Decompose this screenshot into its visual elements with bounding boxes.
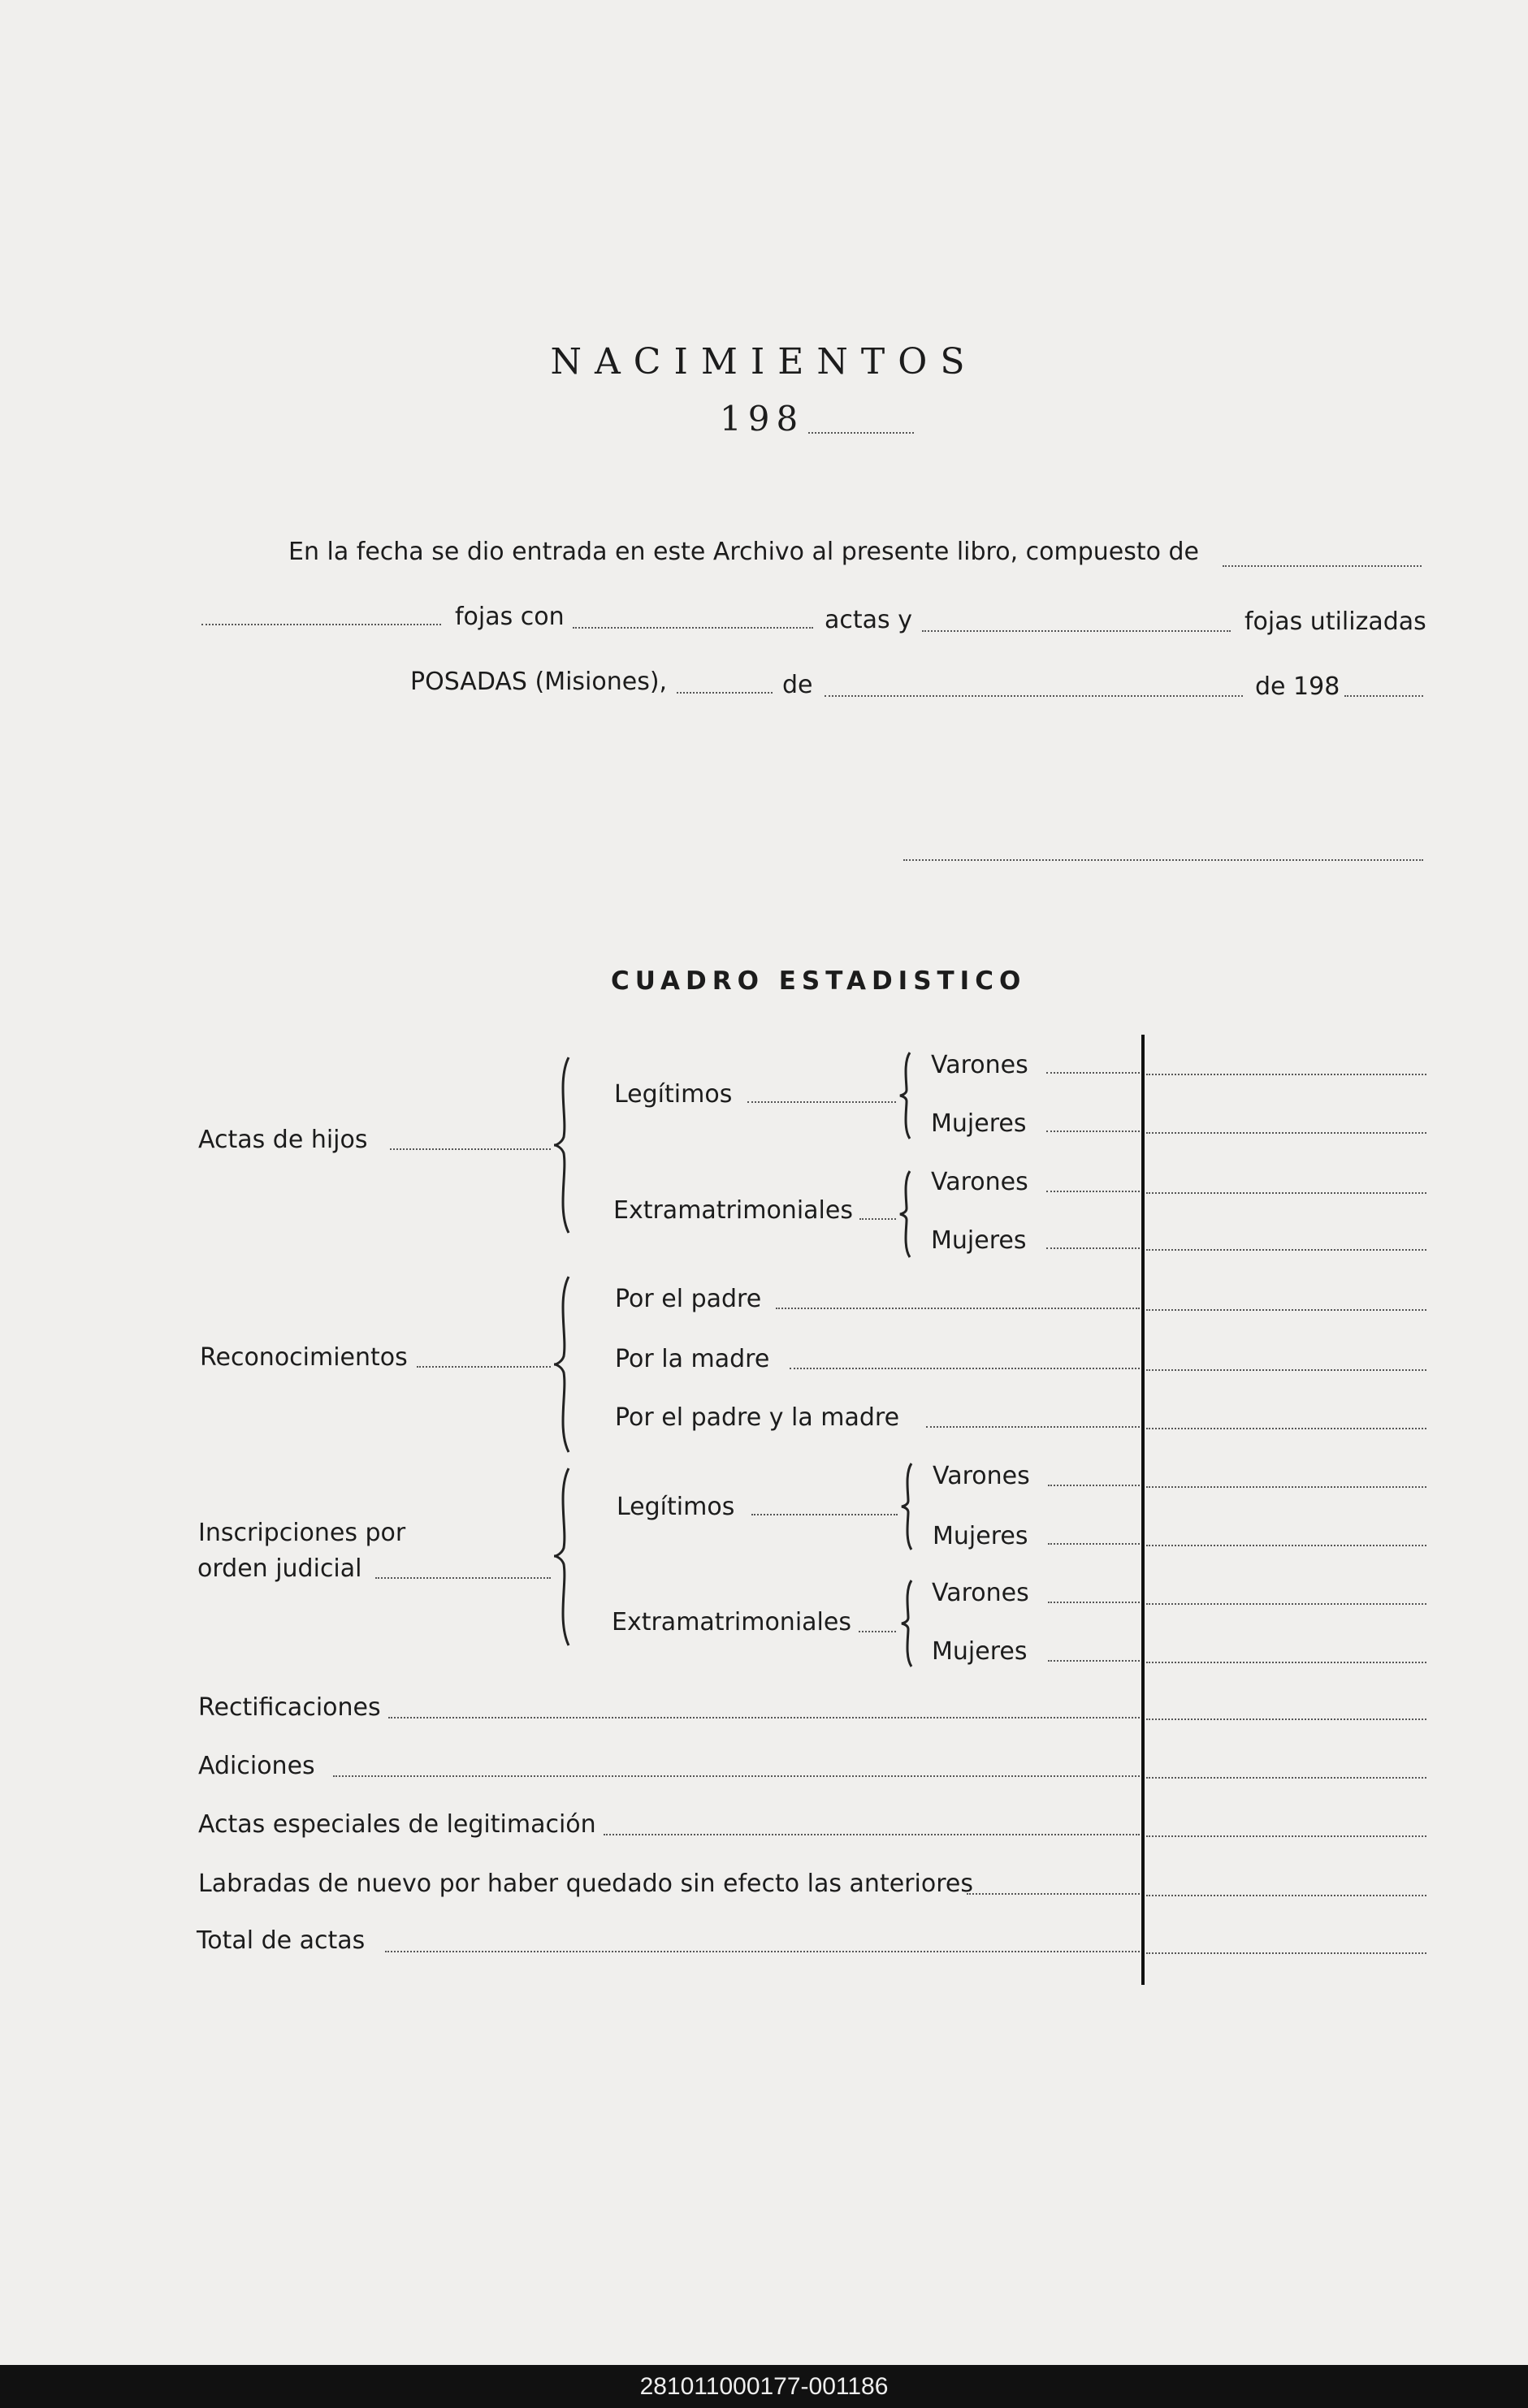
por-padre-madre-label: Por el padre y la madre [615,1403,900,1432]
value-field[interactable] [1146,1192,1426,1194]
varones-label: Varones [933,1462,1030,1490]
extramatrimoniales-leader [859,1631,896,1632]
mujeres-label: Mujeres [932,1637,1028,1666]
por-madre-leader [790,1368,1140,1369]
value-field[interactable] [1146,1777,1426,1779]
day-field[interactable] [677,692,773,694]
adiciones-leader [333,1775,1140,1777]
mujeres-leader [1046,1131,1140,1132]
fojas-utilizadas-field[interactable] [922,630,1231,632]
page-title: NACIMIENTOS [550,341,978,383]
mujeres-label: Mujeres [931,1226,1027,1255]
value-field[interactable] [1146,1074,1426,1075]
inscripciones-label-1: Inscripciones por [198,1519,406,1547]
fojas-count-field[interactable] [201,624,441,625]
value-field[interactable] [1146,1132,1426,1134]
varones-leader [1048,1602,1140,1603]
por-padre-madre-leader [926,1426,1140,1428]
month-field[interactable] [825,695,1243,697]
reconocimientos-label: Reconocimientos [200,1343,408,1372]
value-field[interactable] [1146,1718,1426,1720]
actas-y-label: actas y [825,606,912,634]
extramatrimoniales-label: Extramatrimoniales [612,1608,851,1636]
mujeres-leader [1046,1247,1140,1249]
inscripciones-label-2: orden judicial [197,1554,362,1583]
year-label: 198 [720,399,805,439]
legitimos-leader [747,1101,896,1103]
fojas-total-field[interactable] [1223,565,1422,567]
column-divider [1141,1035,1145,1985]
varones-label: Varones [931,1168,1028,1196]
total-label: Total de actas [197,1926,366,1955]
extramatrimoniales-label: Extramatrimoniales [613,1196,853,1225]
por-madre-label: Por la madre [615,1345,770,1373]
adiciones-label: Adiciones [198,1752,315,1780]
signature-field[interactable] [903,859,1423,861]
varones-label: Varones [932,1579,1029,1607]
mujeres-leader [1048,1660,1140,1662]
brace-extramatrimoniales-2 [898,1579,921,1668]
total-leader [385,1951,1140,1952]
cuadro-title: CUADRO ESTADISTICO [611,966,1027,996]
legitimos-leader [751,1514,898,1515]
de-label: de [782,671,813,699]
mujeres-leader [1048,1543,1140,1545]
value-field[interactable] [1146,1369,1426,1371]
mujeres-label: Mujeres [931,1109,1027,1138]
reconocimientos-leader [417,1366,551,1368]
por-padre-label: Por el padre [615,1285,762,1313]
brace-inscripciones [552,1467,580,1647]
actas-especiales-label: Actas especiales de legitimación [198,1810,596,1839]
extramatrimoniales-leader [859,1218,896,1220]
value-field[interactable] [1146,1545,1426,1546]
fojas-con-label: fojas con [455,603,565,631]
actas-especiales-leader [604,1834,1140,1835]
actas-hijos-leader [390,1148,551,1150]
total-value-field[interactable] [1146,1952,1426,1954]
rectificaciones-label: Rectificaciones [198,1693,381,1722]
varones-leader [1046,1072,1140,1074]
value-field[interactable] [1146,1486,1426,1488]
value-field[interactable] [1146,1309,1426,1311]
legitimos-label: Legítimos [614,1080,733,1109]
brace-legitimos-judicial [898,1462,921,1551]
place-label: POSADAS (Misiones), [410,668,668,696]
de-198-label: de 198 [1255,672,1340,701]
year-end-field[interactable] [1344,695,1423,697]
intro-line-1: En la fecha se dio entrada en este Archivo al presente libro, compuesto de [288,538,1200,566]
actas-count-field[interactable] [573,627,813,629]
varones-leader [1048,1485,1140,1486]
inscripciones-leader [375,1577,551,1579]
actas-hijos-label: Actas de hijos [198,1126,368,1154]
fojas-utilizadas-label: fojas utilizadas [1244,607,1426,636]
brace-extramatrimoniales-1 [897,1169,920,1259]
varones-leader [1046,1191,1140,1192]
brace-actas-hijos [552,1056,580,1234]
brace-reconocimientos [552,1275,580,1454]
value-field[interactable] [1146,1249,1426,1251]
value-field[interactable] [1146,1662,1426,1663]
year-field[interactable] [808,432,914,434]
labradas-label: Labradas de nuevo por haber quedado sin efecto las anteriores [198,1870,973,1898]
value-field[interactable] [1146,1428,1426,1429]
varones-label: Varones [931,1051,1028,1079]
labradas-leader [967,1893,1140,1895]
mujeres-label: Mujeres [933,1522,1028,1550]
brace-legitimos [897,1051,920,1140]
value-field[interactable] [1146,1603,1426,1605]
archive-id-footer: 281011000177-001186 [0,2365,1528,2408]
rectificaciones-leader [388,1717,1140,1718]
legitimos-label: Legítimos [617,1493,735,1521]
value-field[interactable] [1146,1835,1426,1837]
value-field[interactable] [1146,1895,1426,1896]
por-padre-leader [776,1308,1140,1309]
